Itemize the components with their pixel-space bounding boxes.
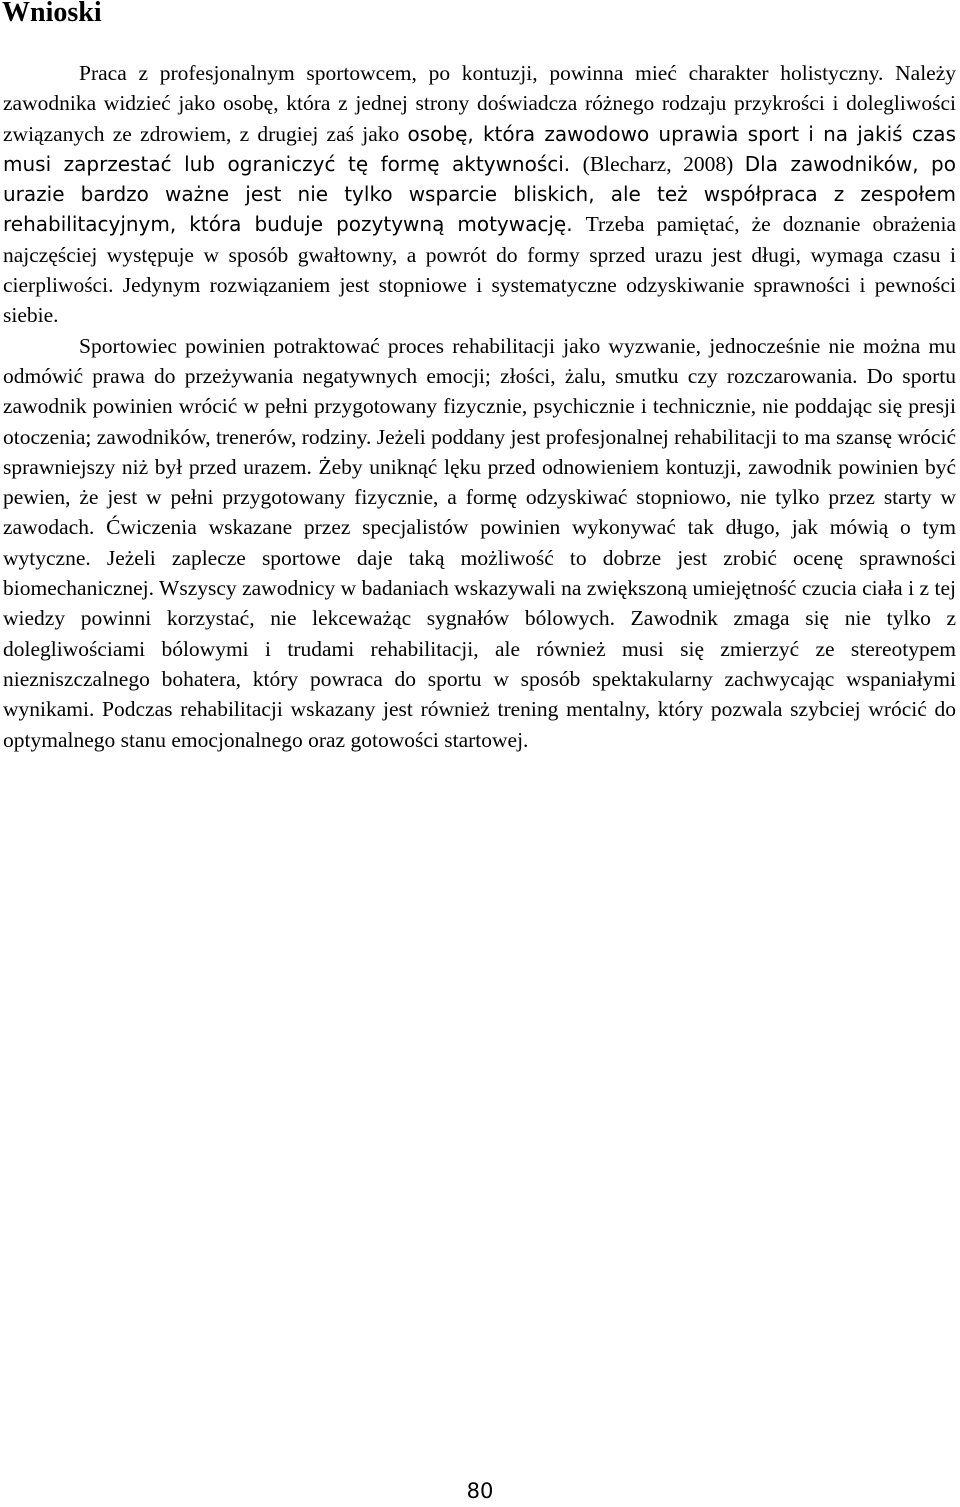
paragraph-1	[3, 58, 956, 331]
text-run: osobę, która zawodowo uprawia sport i na jakiś czas musi zaprzestać lub ograniczyć tę formę aktywności.	[3, 121, 956, 176]
paragraph-2	[3, 331, 956, 755]
text-run: Trzeba pamiętać, że doznanie obrażenia najczęściej występuje w sposób gwałtowny, a powrót do formy sprzed urazu jest długi, wymaga czasu i cierpliwości. Jedynym rozwiązaniem jest stopniowe i systematyczne odzyskiwanie sprawności i pewności siebie.	[3, 212, 956, 328]
citation: (Blecharz, 2008)	[582, 151, 745, 176]
page-title: Wnioski	[2, 0, 102, 28]
text-run: Dla zawodników, po urazie bardzo ważne jest nie tylko wsparcie bliskich, ale też współpraca z zespołem rehabilitacyjnym, która buduje pozytywną motywację.	[3, 151, 956, 237]
body-text	[3, 58, 956, 755]
text-run: Sportowiec powinien potraktować proces rehabilitacji jako wyzwanie, jednocześnie nie można mu odmówić prawa do przeżywania negatywnych emocji; złości, żalu, smutku czy rozczarowania. Do sportu zawodnik powinien wrócić w pełni przygotowany fizycznie, psychicznie i technicznie, nie poddając się presji otoczenia; zawodników, trenerów, rodziny. Jeżeli poddany jest profesjonalnej rehabilitacji to ma szansę wrócić sprawniejszy niż był przed urazem. Żeby uniknąć lęku przed odnowieniem kontuzji, zawodnik powinien być pewien, że jest w pełni przygotowany fizycznie, a formę odzyskiwać stopniowo, nie tylko przez starty w zawodach. Ćwiczenia wskazane przez specjalistów powinien wykonywać tak długo, jak mówią o tym wytyczne. Jeżeli zaplecze sportowe daje taką możliwość to dobrze jest zrobić ocenę sprawności biomechanicznej. Wszyscy zawodnicy w badaniach wskazywali na zwiększoną umiejętność czucia ciała i z tej wiedzy powinni korzystać, nie lekceważąc sygnałów bólowych. Zawodnik zmaga się nie tylko z dolegliwościami bólowymi i trudami rehabilitacji, ale również musi się zmierzyć ze stereotypem niezniszczalnego bohatera, który powraca do sportu w sposób spektakularny zachwycając wspaniałymi wynikami. Podczas rehabilitacji wskazany jest również trening mentalny, który pozwala szybciej wrócić do optymalnego stanu emocjonalnego oraz gotowości startowej.	[3, 333, 956, 752]
page-number: 80	[466, 1479, 494, 1503]
text-run: Praca z profesjonalnym sportowcem, po kontuzji, powinna mieć charakter holistyczny. Należy zawodnika widzieć jako osobę, która z jednej strony doświadcza różnego rodzaju przykrości i dolegliwości związanych ze zdrowiem, z drugiej zaś jako	[3, 61, 956, 146]
